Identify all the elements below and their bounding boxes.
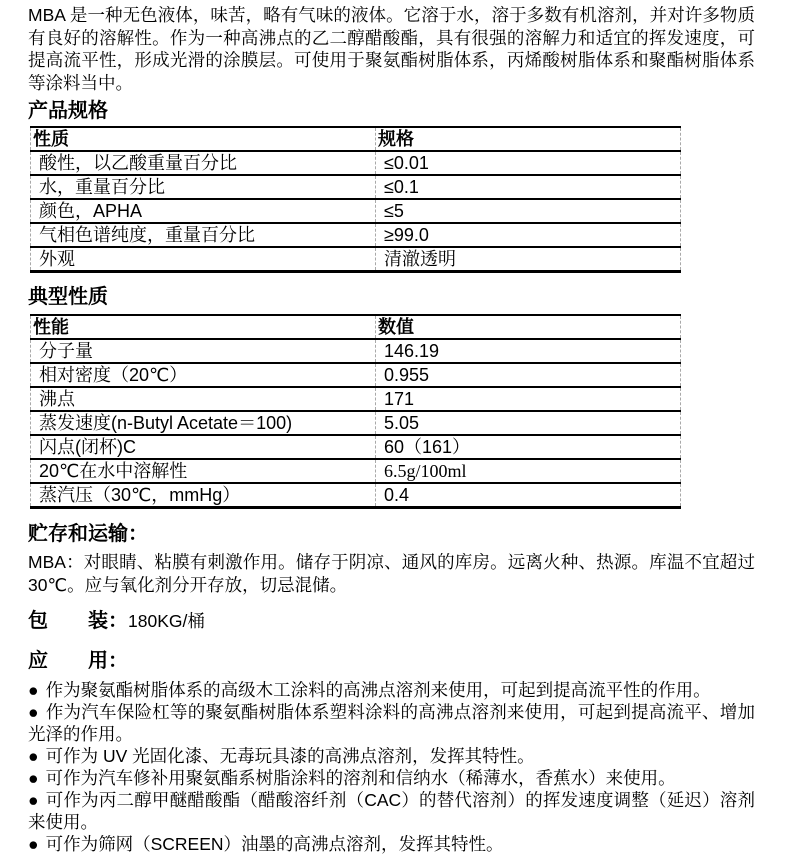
storage-heading: 贮存和运输： <box>28 523 148 545</box>
table-row <box>31 387 681 411</box>
property-value-cell: 60（161） <box>376 435 681 459</box>
product-specs-heading: 产品规格 <box>28 100 108 122</box>
table-row <box>31 175 681 199</box>
application-item-text: 可作为 UV 光固化漆、无毒玩具漆的高沸点溶剂，发挥其特性。 <box>45 746 535 766</box>
table-header-row <box>31 127 681 151</box>
intro-paragraph: MBA 是一种无色液体，味苦，略有气味的液体。它溶于水，溶于多数有机溶剂，并对许多物质有良好的溶解性。作为一种高沸点的乙二醇醋酸酯，具有很强的溶解力和适宜的挥发速度，可提高流平性，形成光滑的涂膜层。可使用于聚氨酯树脂体系，丙烯酸树脂体系和聚酯树脂体系等涂料当中。 <box>28 5 755 93</box>
product-specs-table <box>30 126 681 273</box>
property-name-cell: 蒸汽压（30℃，mmHg） <box>31 483 376 508</box>
packaging-label: 包 装： <box>28 610 128 632</box>
table-row <box>31 247 681 272</box>
property-name-cell: 相对密度（20℃） <box>31 363 376 387</box>
column-header-value: 数值 <box>376 315 681 339</box>
typical-properties-table <box>30 314 681 509</box>
property-value-cell: 146.19 <box>376 339 681 363</box>
applications-list <box>28 679 755 855</box>
table-row <box>31 411 681 435</box>
property-value-cell: ≤0.1 <box>376 175 681 199</box>
column-header-property: 性质 <box>31 127 376 151</box>
application-item <box>28 701 755 745</box>
application-item-text: 作为汽车保险杠等的聚氨酯树脂体系塑料涂料的高沸点溶剂来使用，可起到提高流平、增加光泽的作用。 <box>28 702 755 744</box>
table-row <box>31 223 681 247</box>
application-item <box>28 745 755 767</box>
typical-properties-heading: 典型性质 <box>28 286 108 308</box>
property-value-cell: 6.5g/100ml <box>376 459 681 483</box>
application-item-text: 可作为丙二醇甲醚醋酸酯（醋酸溶纤剂（CAC）的替代溶剂）的挥发速度调整（延迟）溶剂来使用。 <box>28 790 755 832</box>
table-row <box>31 363 681 387</box>
application-item <box>28 767 755 789</box>
table-row <box>31 339 681 363</box>
bullet-icon: ● <box>28 834 39 854</box>
product-specs-table-body <box>31 151 681 272</box>
table-header-row <box>31 315 681 339</box>
property-name-cell: 蒸发速度(n-Butyl Acetate＝100) <box>31 411 376 435</box>
packaging-value: 180KG/桶 <box>128 611 205 631</box>
property-name-cell: 闪点(闭杯)C <box>31 435 376 459</box>
table-row <box>31 459 681 483</box>
table-row <box>31 199 681 223</box>
property-name-cell: 沸点 <box>31 387 376 411</box>
property-value-cell: 171 <box>376 387 681 411</box>
application-item <box>28 679 755 701</box>
bullet-icon: ● <box>28 790 39 810</box>
property-name-cell: 酸性，以乙酸重量百分比 <box>31 151 376 175</box>
bullet-icon: ● <box>28 746 39 766</box>
typical-properties-table-body <box>31 339 681 508</box>
application-item-text: 作为聚氨酯树脂体系的高级木工涂料的高沸点溶剂来使用，可起到提高流平性的作用。 <box>45 680 711 700</box>
property-value-cell: 5.05 <box>376 411 681 435</box>
application-item-text: 可作为筛网（SCREEN）油墨的高沸点溶剂，发挥其特性。 <box>45 834 504 854</box>
bullet-icon: ● <box>28 768 39 788</box>
table-row <box>31 435 681 459</box>
column-header-spec: 规格 <box>376 127 681 151</box>
property-name-cell: 20℃在水中溶解性 <box>31 459 376 483</box>
application-item <box>28 789 755 833</box>
property-name-cell: 外观 <box>31 247 376 272</box>
packaging-line <box>28 609 755 633</box>
property-value-cell: ≤5 <box>376 199 681 223</box>
table-row <box>31 483 681 508</box>
application-item-text: 可作为汽车修补用聚氨酯系树脂涂料的溶剂和信纳水（稀薄水，香蕉水）来使用。 <box>45 768 676 788</box>
application-item <box>28 833 755 855</box>
property-value-cell: 0.4 <box>376 483 681 508</box>
table-row <box>31 151 681 175</box>
property-name-cell: 气相色谱纯度，重量百分比 <box>31 223 376 247</box>
bullet-icon: ● <box>28 702 39 722</box>
column-header-performance: 性能 <box>31 315 376 339</box>
bullet-icon: ● <box>28 680 39 700</box>
property-name-cell: 分子量 <box>31 339 376 363</box>
applications-heading: 应 用： <box>28 650 128 672</box>
property-name-cell: 颜色，APHA <box>31 199 376 223</box>
property-value-cell: ≤0.01 <box>376 151 681 175</box>
property-value-cell: 0.955 <box>376 363 681 387</box>
storage-text: MBA：对眼睛、粘膜有刺激作用。储存于阴凉、通风的库房。远离火种、热源。库温不宜超过 30℃。应与氧化剂分开存放，切忌混储。 <box>28 552 755 595</box>
property-value-cell: ≥99.0 <box>376 223 681 247</box>
property-name-cell: 水，重量百分比 <box>31 175 376 199</box>
property-value-cell: 清澈透明 <box>376 247 681 272</box>
